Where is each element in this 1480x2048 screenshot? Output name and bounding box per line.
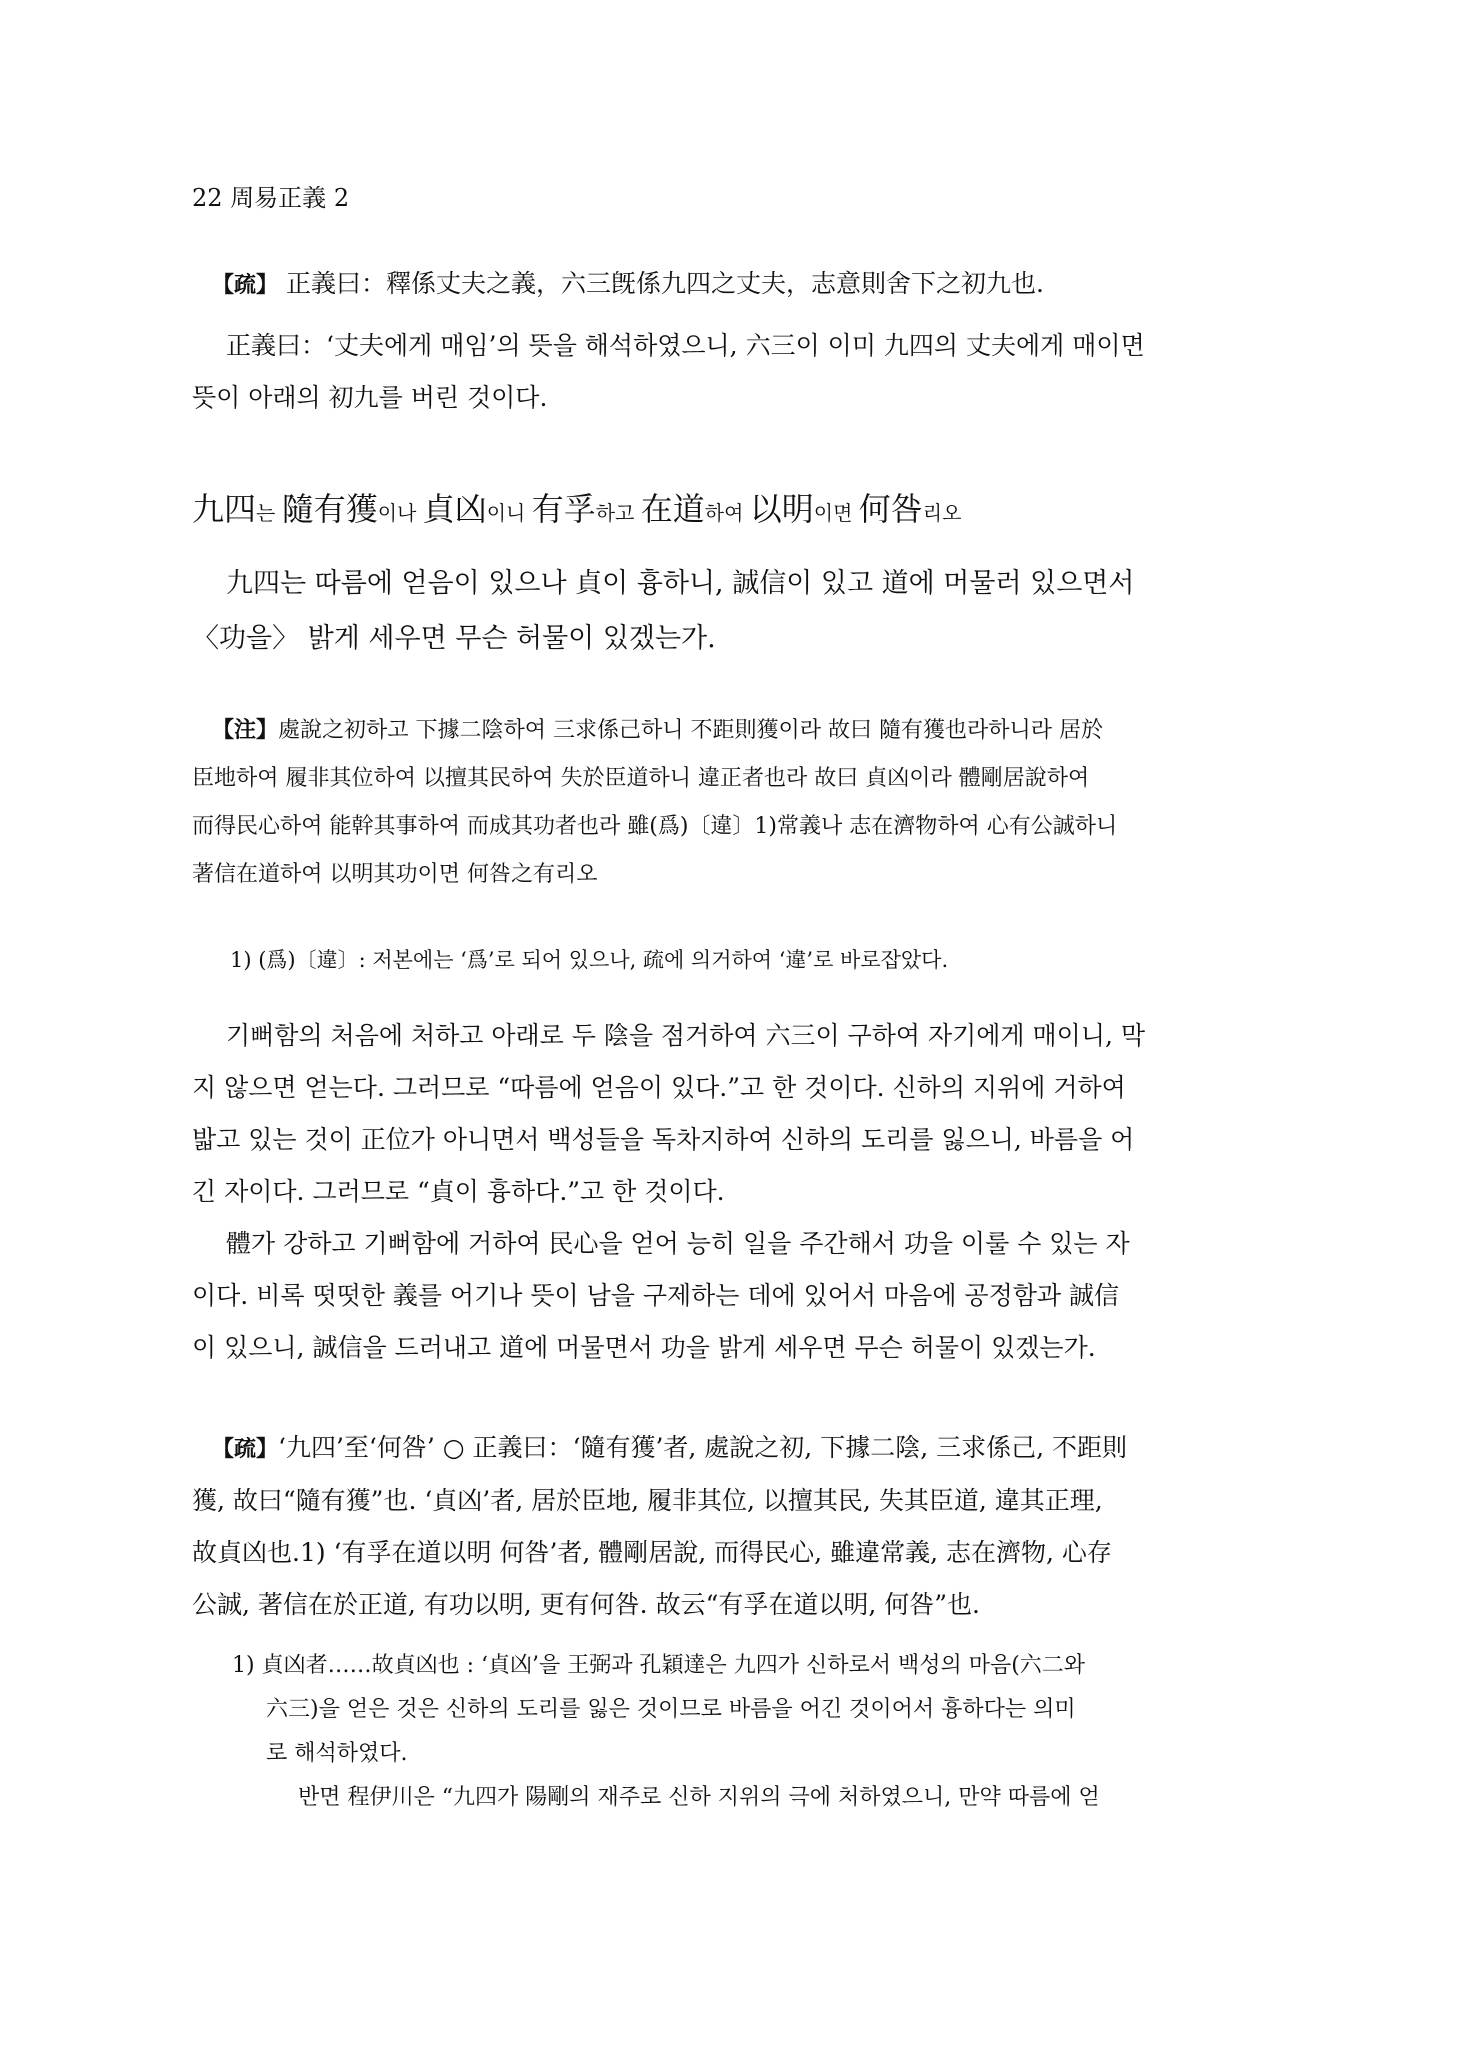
book-title: 周易正義 2 (230, 184, 350, 212)
sub-commentary-line: 故貞凶也.1) ‘有孚在道以明 何咎’者, 體剛居說, 而得民心, 雖違常義, 志在濟物, 心存 (192, 1538, 1112, 1567)
annotation-block (192, 706, 1302, 899)
main-text-segment: 以明 (749, 490, 814, 528)
sub-commentary-line: 公誠, 著信在於正道, 有功以明, 更有何咎. 故云“有孚在道以明, 何咎”也. (192, 1590, 980, 1619)
footnote-line: 六三)을 얻은 것은 신하의 도리를 잃은 것이므로 바름을 어긴 것이어서 흉하다는 의미 (266, 1697, 1076, 1722)
main-text-segment: 九四 (192, 490, 257, 528)
annotation-tag: 【注】 (212, 717, 279, 743)
annotation-text: 處說之初하고 下據二陰하여 三求係己하니 不距則獲이라 故曰 隨有獲也라하니라 居於 (278, 718, 1104, 743)
main-text-particle: 이나 (377, 501, 423, 525)
translation-line: 이 있으니, 誠信을 드러내고 道에 머물면서 功을 밝게 세우면 무슨 허물이 있겠는가. (192, 1333, 1096, 1362)
footnote-2 (232, 1644, 1292, 1820)
commentary-text: 正義曰：釋係丈夫之義，六三旣係九四之丈夫，志意則舍下之初九也. (285, 269, 1044, 298)
main-translation (192, 556, 1292, 666)
sub-commentary-tag: 【疏】 (212, 1436, 279, 1462)
main-text-particle: 는 (256, 501, 282, 525)
running-header (192, 178, 349, 213)
translation-line: 體가 강하고 기뻐함에 거하여 民心을 얻어 능히 일을 주간해서 功을 이룰 수 있는 자 (226, 1229, 1130, 1258)
main-text-segment: 隨有獲 (281, 490, 378, 528)
main-text-segment: 有孚 (531, 490, 596, 528)
main-text-particle: 리오 (922, 501, 962, 525)
annotation-line (212, 706, 1302, 755)
main-text-segment: 在道 (640, 490, 705, 528)
translation-line: 이다. 비록 떳떳한 義를 어기나 뜻이 남을 구제하는 데에 있어서 마음에 공정함과 誠信 (192, 1281, 1119, 1310)
translation-line: 뜻이 아래의 初九를 버린 것이다. (192, 383, 548, 412)
main-text-segment: 何咎 (858, 490, 923, 528)
footnote-line: 1) 貞凶者……故貞凶也 : ‘貞凶’을 王弼과 孔穎達은 九四가 신하로서 백성의 마음(六二와 (232, 1653, 1086, 1678)
main-text-particle: 하고 (595, 501, 641, 525)
translation-line: 正義曰：‘丈夫에게 매임’의 뜻을 해석하였으니, 六三이 이미 九四의 丈夫에게 매이면 (226, 331, 1145, 360)
main-text-particle: 하여 (704, 501, 750, 525)
sub-commentary-text: ‘九四’至‘何咎’ ○ 正義曰：‘隨有獲’者, 處說之初, 下據二陰, 三求係己, 不距則 (278, 1433, 1127, 1462)
sub-commentary-block (192, 1422, 1302, 1631)
page-number: 22 (192, 184, 223, 212)
footnote-line: 반면 程伊川은 “九四가 陽剛의 재주로 신하 지위의 극에 처하였으니, 만약 따름에 얻 (298, 1785, 1100, 1810)
commentary-tag: 【疏】 (212, 272, 279, 298)
commentary-block-1 (212, 258, 1044, 311)
annotation-line: 著信在道하여 以明其功이면 何咎之有리오 (192, 862, 598, 887)
translation-line: 지 않으면 얻는다. 그러므로 “따름에 얻음이 있다.”고 한 것이다. 신하의 지위에 거하여 (192, 1073, 1126, 1102)
sub-commentary-line: 獲, 故曰“隨有獲”也. ‘貞凶’者, 居於臣地, 履非其位, 以擅其民, 失其臣道, 違其正理, (192, 1486, 1103, 1515)
footnote-line: 로 해석하였다. (266, 1741, 408, 1766)
translation-line: 〈功을〉 밝게 세우면 무슨 허물이 있겠는가. (192, 623, 716, 654)
translation-line: 긴 자이다. 그러므로 “貞이 흉하다.”고 한 것이다. (192, 1177, 725, 1206)
footnote-1: 1) (爲)〔違〕: 저본에는 ‘爲’로 되어 있으나, 疏에 의거하여 ‘違’로 바로잡았다. (230, 948, 949, 972)
main-text-particle: 이면 (813, 501, 859, 525)
sub-commentary-line (212, 1422, 1302, 1475)
annotation-translation (192, 1010, 1292, 1374)
annotation-line: 而得民心하여 能幹其事하여 而成其功者也라 雖(爲)〔違〕1)常義나 志在濟物하여 心有公誠하니 (192, 814, 1118, 839)
main-text-segment: 貞凶 (422, 490, 487, 528)
annotation-line: 臣地하여 履非其位하여 以擅其民하여 失於臣道하니 違正者也라 故曰 貞凶이라 體剛居說하여 (192, 766, 1090, 791)
translation-line: 九四는 따름에 얻음이 있으나 貞이 흉하니, 誠信이 있고 道에 머물러 있으면서 (226, 568, 1135, 599)
commentary-translation-1 (192, 320, 1292, 424)
translation-line: 기뻐함의 처음에 처하고 아래로 두 陰을 점거하여 六三이 구하여 자기에게 매이니, 막 (226, 1021, 1146, 1050)
translation-line: 밟고 있는 것이 正位가 아니면서 백성들을 독차지하여 신하의 도리를 잃으니, 바름을 어 (192, 1125, 1135, 1154)
main-classic-text (192, 484, 961, 538)
main-text-particle: 이니 (486, 501, 532, 525)
